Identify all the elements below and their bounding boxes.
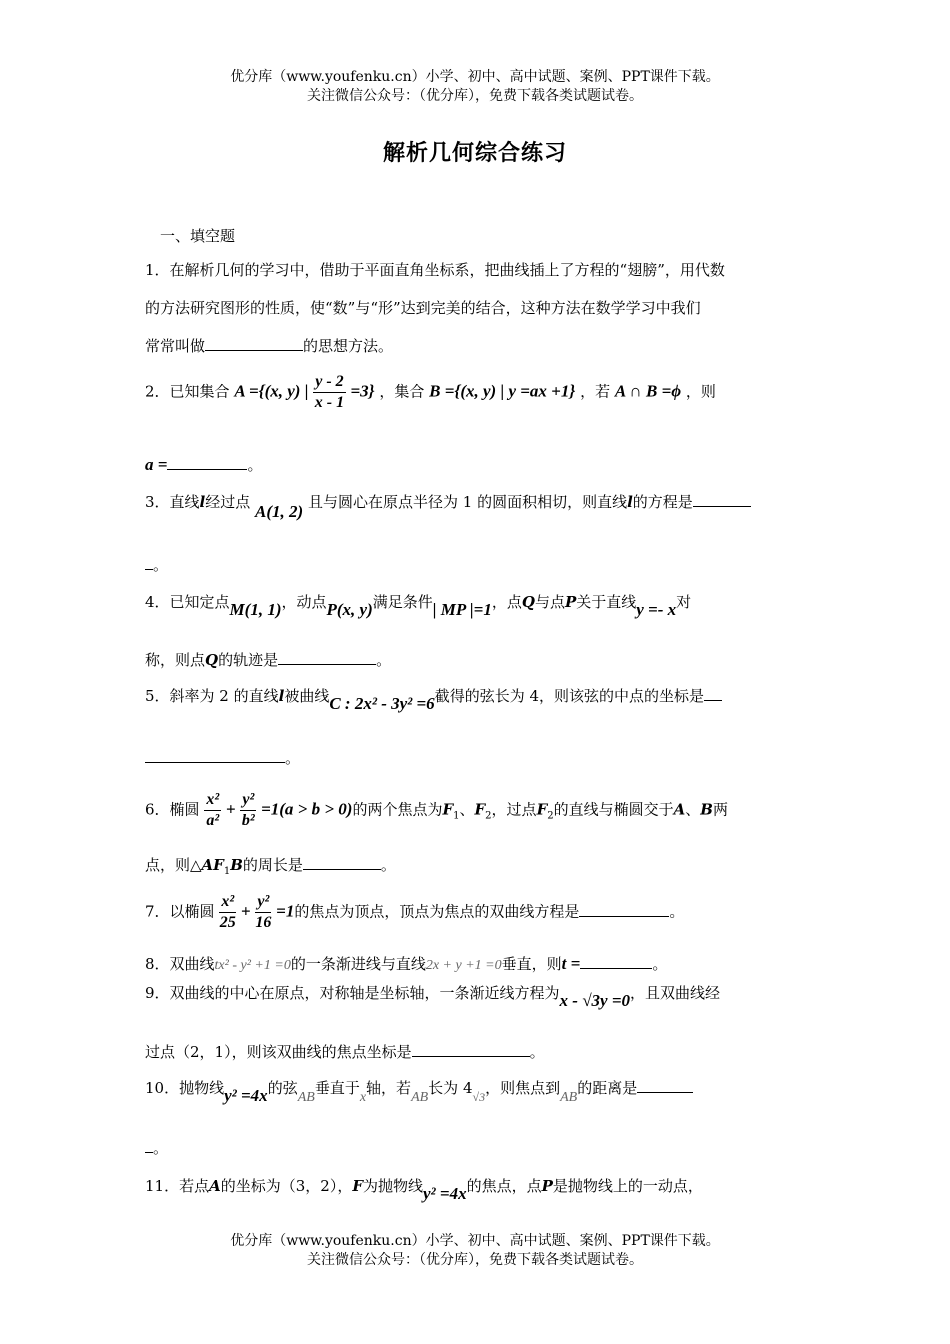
- q4-condition: | MP |=1: [432, 600, 492, 619]
- q11-parabola: y² =4x: [423, 1184, 467, 1203]
- q6-F2-sub: 2: [485, 810, 492, 822]
- q2-a-equals: a =: [145, 455, 168, 474]
- q4-line-1: [145, 592, 692, 619]
- q11-F: F: [352, 1177, 363, 1195]
- q6-B: B: [700, 800, 713, 819]
- q2-line-1: [145, 372, 716, 413]
- q6-F1-sub: 1: [453, 810, 460, 822]
- q6-AF-sub: 1: [223, 866, 231, 877]
- q8-line-1: [145, 954, 667, 976]
- q7-frac-2-den: 16: [255, 914, 272, 931]
- q8-t-equals: t =: [561, 954, 581, 973]
- q7-text-a: 7．以椭圆: [145, 902, 215, 921]
- q4-P: P: [564, 593, 577, 611]
- q9-asymptote: x - √3y =0: [559, 991, 631, 1010]
- q10-answer-blank-cont[interactable]: [145, 1138, 153, 1153]
- q7-frac-1-num: x²: [219, 892, 236, 913]
- q2-condition: A ∩ B =ϕ: [614, 381, 682, 401]
- q11-text-c: 为抛物线: [362, 1177, 423, 1195]
- q2-text-d: ，则: [685, 382, 716, 401]
- page-title: 解析几何综合练习: [382, 140, 567, 166]
- q6-F2b-sub: 2: [547, 810, 554, 822]
- q4-text-f: 关于直线: [576, 593, 637, 611]
- q1-line-2: 的方法研究图形的性质，使“数”与“形”达到完美的结合，这种方法在数学学习中我们: [145, 299, 701, 317]
- q4-text-g: 对: [676, 593, 692, 611]
- q11-text-a: 11．若点: [145, 1177, 210, 1195]
- q7-frac-1: [219, 892, 236, 933]
- q10-text-d: 轴，若: [366, 1079, 412, 1097]
- q4-line: y =- x: [636, 600, 677, 619]
- q1-line-1: 1．在解析几何的学习中，借助于平面直角坐标系，把曲线插上了方程的“翅膀”，用代数: [145, 261, 725, 279]
- q7-plus: +: [240, 901, 251, 921]
- q6-text-d: 的直线与椭圆交于: [553, 800, 674, 819]
- q3-text-a: 3．直线: [145, 493, 200, 511]
- q2-text-c: ，若: [580, 382, 611, 401]
- q6-frac-1-num: x²: [204, 790, 221, 811]
- q6-text-a: 6．椭圆: [145, 800, 200, 819]
- q6-text-c: ，过点: [491, 800, 537, 819]
- q10-text-b: 的弦: [267, 1079, 298, 1097]
- q4-text-d: ，点: [491, 593, 522, 611]
- q10-text-e: 长为 4: [428, 1079, 473, 1097]
- q2-setA-right: =3}: [350, 381, 375, 401]
- q2-fraction-den: x - 1: [314, 394, 345, 411]
- q10-AB-1: AB: [297, 1090, 315, 1105]
- q6-frac-2-num: y²: [240, 790, 256, 811]
- q6-frac-1: [204, 790, 221, 831]
- q2-text-end: 。: [247, 456, 263, 474]
- q2-setB: B ={(x, y) | y =ax +1}: [429, 381, 576, 401]
- q6-line-2: [145, 855, 396, 882]
- q10-text-a: 10．抛物线: [145, 1079, 225, 1097]
- q9-line-2: [145, 1042, 545, 1062]
- q11-text-d: 的焦点，点: [466, 1177, 542, 1195]
- q3-l-1: l: [199, 493, 206, 511]
- q5-line-1: [145, 686, 722, 713]
- q10-x: x: [359, 1090, 367, 1105]
- q6-A: A: [673, 800, 686, 819]
- q9-answer-blank[interactable]: [412, 1042, 530, 1057]
- q4-text-a: 4．已知定点: [145, 593, 230, 611]
- q8-text-d: 。: [652, 955, 668, 973]
- q6-plus: +: [225, 799, 236, 819]
- q1-text-b: 的思想方法。: [303, 337, 394, 355]
- q7-equals: =1: [276, 901, 295, 921]
- q5-text-c: 截得的弦长为 4，则该弦的中点的坐标是: [434, 687, 705, 705]
- q5-text-a: 5．斜率为 2 的直线: [145, 687, 279, 705]
- q3-l-2: l: [627, 493, 633, 511]
- q3-text-end: 。: [153, 556, 169, 574]
- q8-text-a: 8．双曲线: [145, 955, 215, 973]
- q6-text-b: 的两个焦点为: [352, 800, 443, 819]
- header-line-2: 关注微信公众号：（优分库），免费下载各类试题试卷。: [307, 88, 643, 104]
- q5-l: l: [278, 687, 285, 705]
- q4-point-M: M(1, 1): [229, 600, 282, 619]
- q7-text-c: 。: [669, 902, 685, 921]
- q10-text-c: 垂直于: [314, 1079, 360, 1097]
- q8-text-b: 的一条渐进线与直线: [290, 955, 426, 973]
- q8-text-c: 垂直，则: [501, 955, 562, 973]
- q8-curve: tx² - y² +1 =0: [214, 958, 291, 973]
- q5-answer-blank[interactable]: [704, 686, 722, 701]
- q3-answer-blank[interactable]: [693, 492, 751, 507]
- q6-text-e: 两: [712, 800, 728, 819]
- q6-F2: F: [474, 800, 486, 819]
- q4-text-c: 满足条件: [372, 593, 433, 611]
- q4-Q: Q: [521, 593, 535, 611]
- q3-line-1: [145, 492, 751, 521]
- q6-line-1: [145, 790, 728, 831]
- q9-text-l2a: 过点（2，1），则该双曲线的焦点坐标是: [145, 1043, 412, 1061]
- q5-answer-blank-cont[interactable]: [145, 748, 285, 763]
- q6-F1: F: [442, 800, 454, 819]
- q10-text-f: ，则焦点到: [485, 1079, 561, 1097]
- q9-text-a: 9．双曲线的中心在原点，对称轴是坐标轴，一条渐近线方程为: [145, 984, 560, 1002]
- q8-answer-blank[interactable]: [580, 954, 652, 969]
- q6-equals: =1(a > b > 0): [261, 799, 353, 819]
- q11-P: P: [541, 1177, 553, 1195]
- q2-answer-blank[interactable]: [167, 455, 247, 470]
- q10-line-1: [145, 1078, 693, 1105]
- q4-answer-blank[interactable]: [278, 650, 376, 665]
- q7-answer-blank[interactable]: [579, 902, 669, 917]
- q5-curve: C : 2x² - 3y² =6: [329, 694, 435, 713]
- q3-text-b: 经过点: [205, 493, 251, 511]
- q6-text-l2d: 的周长是: [242, 856, 303, 874]
- header-line-1: 优分库（www.youfenku.cn）小学、初中、高中试题、案例、PPT课件下载。: [230, 69, 720, 85]
- q2-text-a: 2．已知集合: [145, 382, 230, 401]
- q6-answer-blank[interactable]: [303, 855, 381, 870]
- q11-text-b: 的坐标为（3，2），: [220, 1177, 353, 1195]
- q2-fraction-num: y - 2: [313, 372, 345, 393]
- q6-frac-1-den: a²: [206, 812, 220, 829]
- q2-setA-left: A ={(x, y) |: [234, 381, 309, 401]
- q4-line-2: [145, 650, 391, 670]
- q10-parabola: y² =4x: [224, 1086, 268, 1105]
- q4-point-P: P(x, y): [326, 600, 373, 619]
- q11-line-1: [145, 1176, 703, 1203]
- q9-line-1: [145, 983, 721, 1010]
- q3-text-c: 且与圆心在原点半径为 1 的圆面积相切，则直线: [308, 493, 628, 511]
- q6-AF: AF: [201, 856, 224, 874]
- q6-text-l2e: 。: [380, 856, 396, 874]
- q11-text-e: 是抛物线上的一动点，: [552, 1177, 703, 1195]
- q7-frac-2-num: y²: [255, 892, 271, 913]
- q8-line: 2x + y +1 =0: [425, 958, 502, 973]
- q7-frac-2: [255, 892, 271, 933]
- q9-text-b: ，且双曲线经: [630, 984, 721, 1002]
- q4-text-l2c: 。: [376, 651, 392, 669]
- q3-line-2: [145, 555, 168, 575]
- q7-line-1: [145, 892, 684, 933]
- q2-fraction: [313, 372, 345, 413]
- q4-text-b: ，动点: [281, 593, 327, 611]
- section-heading: 一、填空题: [160, 227, 236, 245]
- footer-line-1: 优分库（www.youfenku.cn）小学、初中、高中试题、案例、PPT课件下载。: [230, 1233, 720, 1249]
- q1-answer-blank[interactable]: [205, 336, 303, 351]
- q7-text-b: 的焦点为顶点，顶点为焦点的双曲线方程是: [294, 902, 580, 921]
- q6-sep: 、: [459, 800, 475, 819]
- q6-text-l2a: 点，则△: [145, 856, 202, 874]
- q1-text-a: 常常叫做: [145, 337, 206, 355]
- q10-text-end: 。: [153, 1139, 169, 1157]
- q5-text-b: 被曲线: [284, 687, 330, 705]
- q7-frac-1-den: 25: [219, 914, 236, 931]
- q5-line-2: [145, 748, 300, 768]
- q3-point: A(1, 2): [255, 502, 304, 521]
- q6-sep-2: 、: [685, 800, 701, 819]
- q6-frac-2: [240, 790, 256, 831]
- q6-B-2: B: [230, 856, 243, 874]
- q10-sqrt3: √3: [472, 1090, 486, 1104]
- q2-text-b: ，集合: [379, 382, 425, 401]
- q10-line-2: [145, 1138, 168, 1158]
- q11-A: A: [209, 1177, 221, 1195]
- q5-text-end: 。: [285, 749, 301, 767]
- q10-answer-blank[interactable]: [637, 1078, 693, 1093]
- q3-text-d: 的方程是: [632, 493, 693, 511]
- q9-text-l2b: 。: [529, 1043, 545, 1061]
- q10-AB-3: AB: [560, 1090, 578, 1105]
- q10-AB-2: AB: [411, 1090, 429, 1105]
- q1-line-3: [145, 336, 393, 356]
- q6-F2b: F: [536, 800, 548, 819]
- q2-line-2: [145, 455, 262, 475]
- q4-Q-2: Q: [205, 651, 219, 669]
- q6-frac-2-den: b²: [241, 812, 255, 829]
- q3-answer-blank-cont[interactable]: [145, 555, 153, 570]
- q4-text-l2b: 的轨迹是: [218, 651, 279, 669]
- q4-text-e: 与点: [534, 593, 565, 611]
- q4-text-l2a: 称，则点: [145, 651, 206, 669]
- q10-text-g: 的距离是: [577, 1079, 638, 1097]
- footer-line-2: 关注微信公众号：（优分库），免费下载各类试题试卷。: [307, 1252, 643, 1268]
